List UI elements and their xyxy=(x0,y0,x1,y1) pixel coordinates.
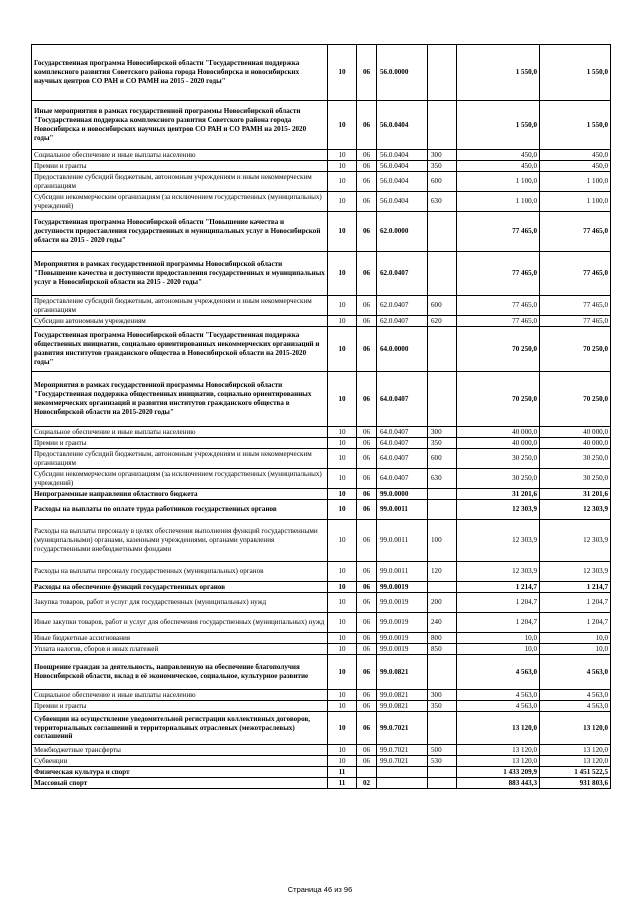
cell-pr: 06 xyxy=(357,593,377,613)
table-row xyxy=(32,296,611,316)
cell-s1: 40 000,0 xyxy=(457,438,540,449)
cell-s1: 40 000,0 xyxy=(457,427,540,438)
cell-s2: 12 303,9 xyxy=(540,520,611,562)
cell-s2: 1 204,7 xyxy=(540,613,611,633)
cell-cs: 56.0.0000 xyxy=(377,45,428,101)
cell-pr: 06 xyxy=(357,372,377,427)
cell-rz: 10 xyxy=(328,756,357,767)
cell-s1: 4 563,0 xyxy=(457,701,540,712)
cell-vr: 200 xyxy=(428,593,457,613)
table-row xyxy=(32,582,611,593)
cell-s1: 30 250,0 xyxy=(457,449,540,469)
cell-name: Иные мероприятия в рамках государственной программы Новосибирской области "Государственная поддержка комплексного развития Советского района города Новосибирска и новосибирских научных центров СО РАН и СО РАМН на 2015- 2020 годы" xyxy=(32,101,328,150)
cell-s1: 70 250,0 xyxy=(457,327,540,372)
cell-pr: 06 xyxy=(357,701,377,712)
cell-s2: 1 204,7 xyxy=(540,593,611,613)
table-row xyxy=(32,427,611,438)
cell-vr xyxy=(428,778,457,789)
cell-s2: 12 303,9 xyxy=(540,562,611,582)
cell-rz: 10 xyxy=(328,327,357,372)
cell-s2: 30 250,0 xyxy=(540,469,611,489)
cell-vr: 100 xyxy=(428,520,457,562)
cell-rz: 10 xyxy=(328,520,357,562)
cell-s1: 1 100,0 xyxy=(457,192,540,212)
cell-name: Межбюджетные трансферты xyxy=(32,745,328,756)
cell-rz: 10 xyxy=(328,438,357,449)
cell-name: Предоставление субсидий бюджетным, автономным учреждениям и иным некоммерческим организациям xyxy=(32,296,328,316)
cell-cs: 99.0.0019 xyxy=(377,633,428,644)
cell-s2: 13 120,0 xyxy=(540,712,611,745)
cell-cs: 99.0.0019 xyxy=(377,582,428,593)
cell-pr: 06 xyxy=(357,756,377,767)
cell-cs: 99.0.0821 xyxy=(377,690,428,701)
table-row xyxy=(32,593,611,613)
cell-rz: 10 xyxy=(328,172,357,192)
cell-cs: 99.0.0821 xyxy=(377,701,428,712)
budget-table-body xyxy=(32,45,611,789)
cell-vr: 850 xyxy=(428,644,457,655)
cell-cs: 64.0.0407 xyxy=(377,372,428,427)
cell-rz: 10 xyxy=(328,296,357,316)
cell-s2: 1 451 522,5 xyxy=(540,767,611,778)
cell-name: Премии и гранты xyxy=(32,701,328,712)
table-row xyxy=(32,372,611,427)
cell-s1: 450,0 xyxy=(457,150,540,161)
cell-s1: 77 465,0 xyxy=(457,252,540,296)
cell-s2: 450,0 xyxy=(540,150,611,161)
cell-s2: 12 303,9 xyxy=(540,500,611,520)
cell-pr: 06 xyxy=(357,212,377,252)
cell-vr: 240 xyxy=(428,613,457,633)
cell-vr xyxy=(428,582,457,593)
cell-vr xyxy=(428,767,457,778)
cell-rz: 10 xyxy=(328,613,357,633)
cell-name: Уплата налогов, сборов и иных платежей xyxy=(32,644,328,655)
cell-pr: 06 xyxy=(357,644,377,655)
cell-name: Мероприятия в рамках государственной программы Новосибирской области "Государственная поддержка общественных инициатив, социально ориентированных некоммерческих организаций и развития институтов гражданского общества в Новосибирской области на 2015-2020 годы" xyxy=(32,372,328,427)
cell-s2: 450,0 xyxy=(540,161,611,172)
cell-rz: 10 xyxy=(328,690,357,701)
cell-s2: 77 465,0 xyxy=(540,296,611,316)
cell-s1: 1 204,7 xyxy=(457,613,540,633)
cell-rz: 10 xyxy=(328,252,357,296)
table-row xyxy=(32,500,611,520)
cell-name: Расходы на выплаты по оплате труда работников государственных органов xyxy=(32,500,328,520)
cell-rz: 11 xyxy=(328,767,357,778)
cell-cs: 56.0.0404 xyxy=(377,192,428,212)
cell-vr: 300 xyxy=(428,150,457,161)
cell-s2: 4 563,0 xyxy=(540,655,611,690)
cell-vr: 630 xyxy=(428,192,457,212)
table-row xyxy=(32,633,611,644)
cell-cs: 99.0.0019 xyxy=(377,613,428,633)
table-row xyxy=(32,212,611,252)
cell-cs: 99.0.0000 xyxy=(377,489,428,500)
cell-cs: 99.0.0019 xyxy=(377,593,428,613)
table-row xyxy=(32,520,611,562)
cell-s2: 30 250,0 xyxy=(540,449,611,469)
cell-cs: 99.0.0011 xyxy=(377,500,428,520)
cell-s1: 450,0 xyxy=(457,161,540,172)
cell-s1: 10,0 xyxy=(457,633,540,644)
cell-cs: 99.0.0019 xyxy=(377,644,428,655)
cell-name: Поощрение граждан за деятельность, направленную на обеспечение благополучия Новосибирской области, вклад в её экономическое, социальное, культурное развитие xyxy=(32,655,328,690)
cell-pr: 06 xyxy=(357,101,377,150)
cell-s2: 40 000,0 xyxy=(540,427,611,438)
cell-s1: 13 120,0 xyxy=(457,745,540,756)
cell-s2: 1 550,0 xyxy=(540,101,611,150)
cell-pr: 06 xyxy=(357,500,377,520)
cell-vr xyxy=(428,655,457,690)
cell-vr: 500 xyxy=(428,745,457,756)
cell-s2: 70 250,0 xyxy=(540,372,611,427)
cell-s1: 883 443,3 xyxy=(457,778,540,789)
cell-rz: 10 xyxy=(328,101,357,150)
cell-pr: 06 xyxy=(357,613,377,633)
cell-cs xyxy=(377,767,428,778)
cell-cs: 99.0.0011 xyxy=(377,520,428,562)
table-row xyxy=(32,644,611,655)
table-row xyxy=(32,161,611,172)
cell-vr: 300 xyxy=(428,427,457,438)
table-row xyxy=(32,327,611,372)
cell-s1: 12 303,9 xyxy=(457,520,540,562)
cell-vr: 620 xyxy=(428,316,457,327)
cell-name: Мероприятия в рамках государственной программы Новосибирской области "Повышение качества и доступности предоставления государственных и муниципальных услуг в Новосибирской области на 2015 - 2020 годы" xyxy=(32,252,328,296)
table-row xyxy=(32,613,611,633)
table-row xyxy=(32,316,611,327)
cell-s1: 1 550,0 xyxy=(457,101,540,150)
cell-cs xyxy=(377,778,428,789)
cell-cs: 56.0.0404 xyxy=(377,150,428,161)
cell-cs: 64.0.0000 xyxy=(377,327,428,372)
cell-rz: 10 xyxy=(328,644,357,655)
cell-name: Премии и гранты xyxy=(32,161,328,172)
cell-vr xyxy=(428,372,457,427)
cell-pr: 06 xyxy=(357,712,377,745)
cell-s2: 931 803,6 xyxy=(540,778,611,789)
cell-vr xyxy=(428,101,457,150)
budget-table xyxy=(31,44,611,789)
cell-vr: 600 xyxy=(428,296,457,316)
cell-name: Предоставление субсидий бюджетным, автономным учреждениям и иным некоммерческим организациям xyxy=(32,172,328,192)
cell-vr xyxy=(428,252,457,296)
cell-pr: 06 xyxy=(357,327,377,372)
cell-s2: 13 120,0 xyxy=(540,745,611,756)
cell-cs: 99.0.0011 xyxy=(377,562,428,582)
cell-pr: 06 xyxy=(357,172,377,192)
cell-rz: 10 xyxy=(328,655,357,690)
cell-pr: 06 xyxy=(357,192,377,212)
cell-pr: 06 xyxy=(357,655,377,690)
table-row xyxy=(32,756,611,767)
cell-s2: 4 563,0 xyxy=(540,701,611,712)
cell-cs: 64.0.0407 xyxy=(377,427,428,438)
cell-cs: 62.0.0000 xyxy=(377,212,428,252)
cell-cs: 64.0.0407 xyxy=(377,438,428,449)
cell-s1: 1 100,0 xyxy=(457,172,540,192)
cell-name: Предоставление субсидий бюджетным, автономным учреждениям и иным некоммерческим организациям xyxy=(32,449,328,469)
table-row xyxy=(32,172,611,192)
cell-rz: 10 xyxy=(328,701,357,712)
cell-pr: 06 xyxy=(357,161,377,172)
cell-name: Государственная программа Новосибирской области "Государственная поддержка общественных инициатив, социально ориентированных некоммерческих организаций и развития институтов гражданского общества в Новосибирской области на 2015-2020 годы" xyxy=(32,327,328,372)
cell-pr: 06 xyxy=(357,449,377,469)
cell-s1: 1 433 209,9 xyxy=(457,767,540,778)
cell-cs: 62.0.0407 xyxy=(377,296,428,316)
cell-pr: 06 xyxy=(357,520,377,562)
cell-s2: 31 201,6 xyxy=(540,489,611,500)
cell-vr: 350 xyxy=(428,438,457,449)
cell-pr: 06 xyxy=(357,469,377,489)
cell-pr: 06 xyxy=(357,427,377,438)
cell-name: Социальное обеспечение и иные выплаты населению xyxy=(32,150,328,161)
cell-rz: 10 xyxy=(328,427,357,438)
cell-vr xyxy=(428,500,457,520)
cell-pr: 06 xyxy=(357,582,377,593)
cell-rz: 10 xyxy=(328,593,357,613)
cell-rz: 10 xyxy=(328,316,357,327)
cell-rz: 11 xyxy=(328,778,357,789)
table-row xyxy=(32,469,611,489)
cell-cs: 62.0.0407 xyxy=(377,316,428,327)
cell-s1: 10,0 xyxy=(457,644,540,655)
cell-name: Расходы на выплаты персоналу государственных (муниципальных) органов xyxy=(32,562,328,582)
cell-s2: 1 550,0 xyxy=(540,45,611,101)
cell-name: Субсидии автономным учреждениям xyxy=(32,316,328,327)
cell-s1: 30 250,0 xyxy=(457,469,540,489)
table-row xyxy=(32,655,611,690)
cell-name: Непрограммные направления областного бюджета xyxy=(32,489,328,500)
cell-s1: 1 214,7 xyxy=(457,582,540,593)
table-row xyxy=(32,252,611,296)
table-row xyxy=(32,45,611,101)
cell-name: Закупка товаров, работ и услуг для государственных (муниципальных) нужд xyxy=(32,593,328,613)
cell-rz: 10 xyxy=(328,192,357,212)
cell-s2: 40 000,0 xyxy=(540,438,611,449)
page-footer: Страница 46 из 96 xyxy=(287,885,353,894)
cell-pr: 06 xyxy=(357,745,377,756)
cell-pr: 06 xyxy=(357,633,377,644)
cell-rz: 10 xyxy=(328,745,357,756)
cell-cs: 99.0.0821 xyxy=(377,655,428,690)
cell-pr: 06 xyxy=(357,252,377,296)
cell-pr: 06 xyxy=(357,562,377,582)
cell-rz: 10 xyxy=(328,449,357,469)
cell-s1: 12 303,9 xyxy=(457,500,540,520)
cell-s1: 31 201,6 xyxy=(457,489,540,500)
cell-cs: 56.0.0404 xyxy=(377,172,428,192)
cell-cs: 64.0.0407 xyxy=(377,469,428,489)
cell-cs: 56.0.0404 xyxy=(377,161,428,172)
cell-cs: 99.0.7021 xyxy=(377,712,428,745)
cell-rz: 10 xyxy=(328,582,357,593)
cell-vr: 120 xyxy=(428,562,457,582)
cell-pr: 06 xyxy=(357,150,377,161)
cell-s2: 1 214,7 xyxy=(540,582,611,593)
cell-vr: 630 xyxy=(428,469,457,489)
cell-vr: 530 xyxy=(428,756,457,767)
table-row xyxy=(32,701,611,712)
cell-rz: 10 xyxy=(328,150,357,161)
cell-cs: 99.0.7021 xyxy=(377,756,428,767)
cell-s1: 77 465,0 xyxy=(457,316,540,327)
table-row xyxy=(32,767,611,778)
cell-vr: 350 xyxy=(428,701,457,712)
cell-name: Субвенции на осуществление уведомительной регистрации коллективных договоров, территориальных соглашений и территориальных отраслевых (межотраслевых) соглашений xyxy=(32,712,328,745)
cell-rz: 10 xyxy=(328,562,357,582)
cell-s2: 10,0 xyxy=(540,644,611,655)
cell-s1: 70 250,0 xyxy=(457,372,540,427)
cell-s2: 77 465,0 xyxy=(540,252,611,296)
table-row xyxy=(32,745,611,756)
cell-s2: 77 465,0 xyxy=(540,316,611,327)
table-row xyxy=(32,150,611,161)
cell-s1: 77 465,0 xyxy=(457,212,540,252)
cell-name: Субвенции xyxy=(32,756,328,767)
cell-s2: 70 250,0 xyxy=(540,327,611,372)
cell-s1: 77 465,0 xyxy=(457,296,540,316)
cell-vr xyxy=(428,212,457,252)
cell-name: Государственная программа Новосибирской области "Повышение качества и доступности предоставления государственных и муниципальных услуг в Новосибирской области на 2015 - 2020 годы" xyxy=(32,212,328,252)
cell-pr: 02 xyxy=(357,778,377,789)
cell-vr: 800 xyxy=(428,633,457,644)
cell-name: Расходы на выплаты персоналу в целях обеспечения выполнения функций государственными (муниципальными) органами, казенными учреждениями, органами управления государственными внебюджетными фондами xyxy=(32,520,328,562)
table-row xyxy=(32,712,611,745)
cell-name: Социальное обеспечение и иные выплаты населению xyxy=(32,690,328,701)
table-row xyxy=(32,438,611,449)
cell-rz: 10 xyxy=(328,372,357,427)
table-row xyxy=(32,101,611,150)
cell-pr: 06 xyxy=(357,45,377,101)
table-row xyxy=(32,690,611,701)
cell-name: Субсидии некоммерческим организациям (за исключением государственных (муниципальных) учреждений) xyxy=(32,469,328,489)
cell-rz: 10 xyxy=(328,212,357,252)
cell-rz: 10 xyxy=(328,45,357,101)
cell-s1: 13 120,0 xyxy=(457,756,540,767)
cell-rz: 10 xyxy=(328,469,357,489)
cell-vr: 300 xyxy=(428,690,457,701)
cell-rz: 10 xyxy=(328,633,357,644)
cell-vr: 600 xyxy=(428,449,457,469)
cell-s1: 12 303,9 xyxy=(457,562,540,582)
cell-rz: 10 xyxy=(328,161,357,172)
cell-s1: 1 204,7 xyxy=(457,593,540,613)
cell-s2: 77 465,0 xyxy=(540,212,611,252)
cell-pr: 06 xyxy=(357,296,377,316)
cell-vr xyxy=(428,489,457,500)
cell-pr: 06 xyxy=(357,690,377,701)
cell-name: Иные закупки товаров, работ и услуг для обеспечения государственных (муниципальных) нужд xyxy=(32,613,328,633)
cell-name: Иные бюджетные ассигнования xyxy=(32,633,328,644)
cell-s1: 4 563,0 xyxy=(457,690,540,701)
cell-cs: 62.0.0407 xyxy=(377,252,428,296)
cell-s1: 1 550,0 xyxy=(457,45,540,101)
cell-s2: 1 100,0 xyxy=(540,192,611,212)
cell-name: Премии и гранты xyxy=(32,438,328,449)
cell-name: Государственная программа Новосибирской области "Государственная поддержка комплексного развития Советского района города Новосибирска и новосибирских научных центров СО РАН и СО РАМН на 2015 - 2020 годы" xyxy=(32,45,328,101)
cell-s1: 13 120,0 xyxy=(457,712,540,745)
cell-name: Физическая культура и спорт xyxy=(32,767,328,778)
cell-vr: 350 xyxy=(428,161,457,172)
cell-pr: 06 xyxy=(357,489,377,500)
cell-vr xyxy=(428,45,457,101)
cell-name: Субсидии некоммерческим организациям (за исключением государственных (муниципальных) учреждений) xyxy=(32,192,328,212)
cell-rz: 10 xyxy=(328,500,357,520)
cell-s1: 4 563,0 xyxy=(457,655,540,690)
cell-pr: 06 xyxy=(357,438,377,449)
table-row xyxy=(32,778,611,789)
cell-pr xyxy=(357,767,377,778)
cell-name: Социальное обеспечение и иные выплаты населению xyxy=(32,427,328,438)
table-row xyxy=(32,489,611,500)
cell-s2: 13 120,0 xyxy=(540,756,611,767)
table-row xyxy=(32,192,611,212)
cell-s2: 4 563,0 xyxy=(540,690,611,701)
cell-cs: 64.0.0407 xyxy=(377,449,428,469)
cell-vr: 600 xyxy=(428,172,457,192)
cell-name: Массовый спорт xyxy=(32,778,328,789)
cell-rz: 10 xyxy=(328,712,357,745)
cell-pr: 06 xyxy=(357,316,377,327)
table-row xyxy=(32,562,611,582)
cell-vr xyxy=(428,327,457,372)
cell-cs: 99.0.7021 xyxy=(377,745,428,756)
table-row xyxy=(32,449,611,469)
cell-rz: 10 xyxy=(328,489,357,500)
cell-name: Расходы на обеспечение функций государственных органов xyxy=(32,582,328,593)
cell-cs: 56.0.0404 xyxy=(377,101,428,150)
cell-s2: 10,0 xyxy=(540,633,611,644)
cell-s2: 1 100,0 xyxy=(540,172,611,192)
cell-vr xyxy=(428,712,457,745)
